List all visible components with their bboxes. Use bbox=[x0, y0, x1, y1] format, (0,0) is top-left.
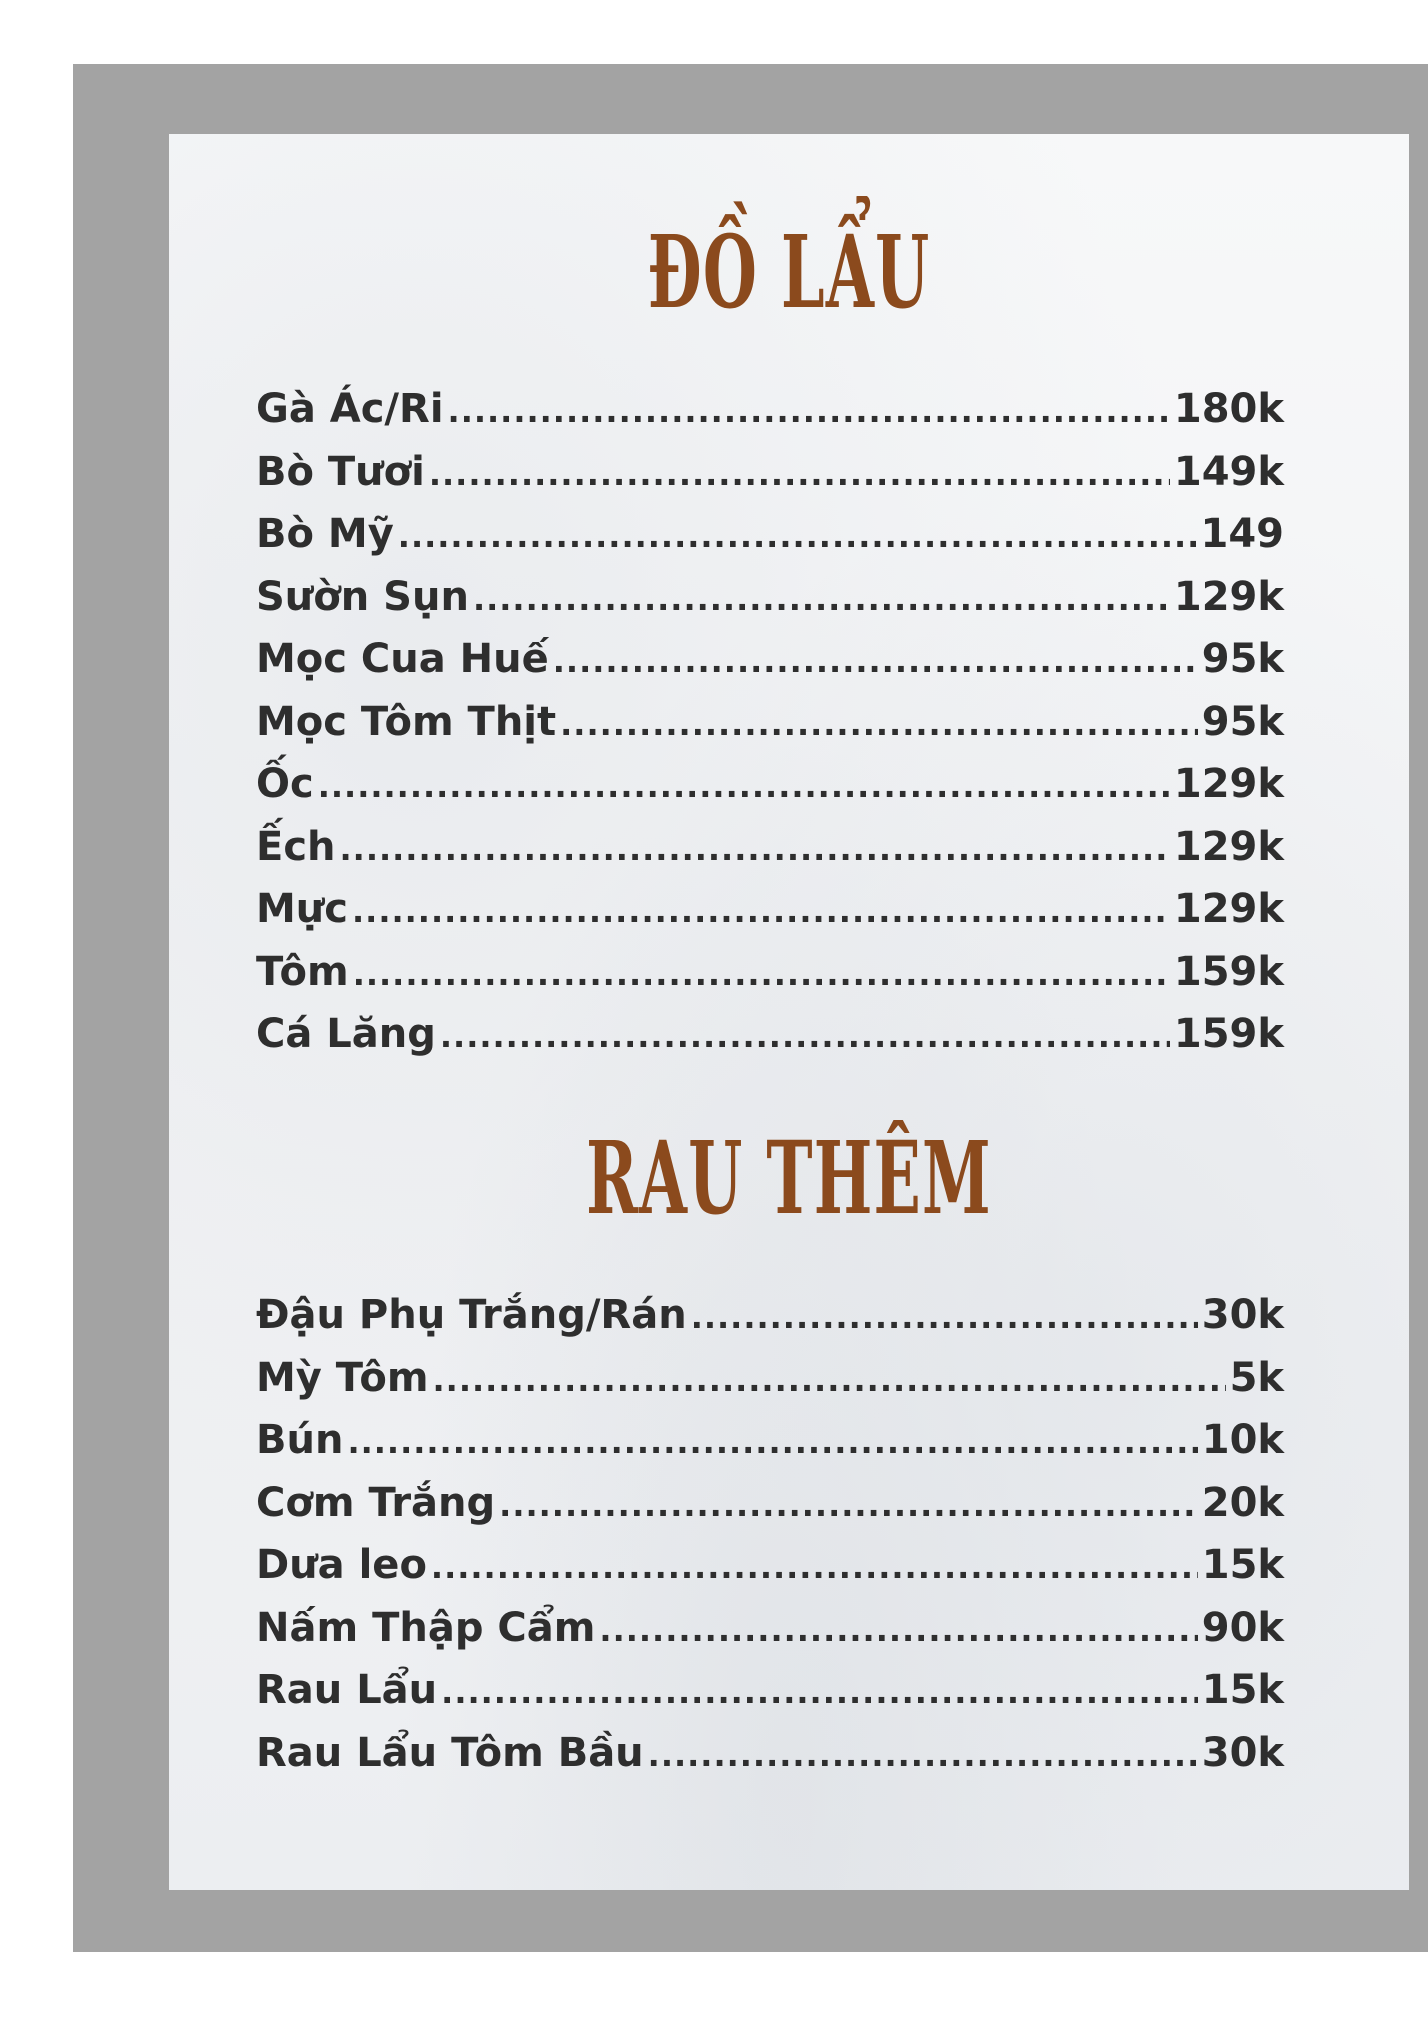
dot-leader bbox=[599, 1611, 1197, 1649]
dot-leader bbox=[347, 1423, 1197, 1461]
menu-list-rau-them bbox=[256, 1292, 1284, 1792]
dot-leader bbox=[433, 1361, 1226, 1399]
dot-leader bbox=[431, 1548, 1198, 1586]
dot-leader bbox=[429, 455, 1170, 493]
item-price: 159k bbox=[1173, 1011, 1284, 1057]
dot-leader bbox=[553, 642, 1198, 680]
menu-item bbox=[256, 824, 1284, 887]
item-name: Đậu Phụ Trắng/Rán bbox=[256, 1292, 687, 1338]
menu-item bbox=[256, 386, 1284, 449]
dot-leader bbox=[691, 1298, 1198, 1336]
item-name: Rau Lẩu bbox=[256, 1667, 438, 1713]
item-price: 149 bbox=[1200, 511, 1284, 557]
menu-item bbox=[256, 886, 1284, 949]
item-price: 159k bbox=[1173, 948, 1284, 995]
item-name: Tôm bbox=[256, 948, 349, 995]
item-price: 129k bbox=[1173, 823, 1284, 870]
menu-item bbox=[256, 761, 1284, 824]
menu-item bbox=[256, 1542, 1284, 1605]
item-price: 20k bbox=[1201, 1479, 1284, 1526]
dot-leader bbox=[398, 517, 1197, 555]
item-price: 10k bbox=[1201, 1417, 1284, 1463]
menu-list-do-lau bbox=[256, 386, 1284, 1074]
item-name: Bò Tươi bbox=[256, 448, 425, 495]
item-price: 129k bbox=[1173, 573, 1284, 620]
item-name: Dưa leo bbox=[256, 1542, 427, 1588]
item-price: 129k bbox=[1173, 886, 1284, 932]
item-price: 129k bbox=[1173, 761, 1284, 807]
dot-leader bbox=[353, 955, 1170, 993]
dot-leader bbox=[560, 705, 1198, 743]
item-name: Rau Lẩu Tôm Bầu bbox=[256, 1729, 644, 1776]
menu-page bbox=[169, 134, 1409, 1890]
item-name: Cơm Trắng bbox=[256, 1479, 496, 1526]
item-name: Ốc bbox=[256, 761, 314, 807]
item-price: 30k bbox=[1201, 1729, 1284, 1776]
menu-item bbox=[256, 1011, 1284, 1074]
dot-leader bbox=[648, 1736, 1198, 1774]
item-price: 180k bbox=[1173, 386, 1284, 432]
menu-item bbox=[256, 1667, 1284, 1730]
item-price: 149k bbox=[1173, 448, 1284, 495]
menu-item bbox=[256, 699, 1284, 762]
item-price: 15k bbox=[1201, 1542, 1284, 1588]
item-name: Cá Lăng bbox=[256, 1011, 436, 1057]
dot-leader bbox=[352, 892, 1170, 930]
item-price: 95k bbox=[1201, 698, 1284, 745]
menu-item bbox=[256, 1480, 1284, 1543]
dot-leader bbox=[318, 767, 1170, 805]
menu-item bbox=[256, 574, 1284, 637]
item-name: Nấm Thập Cẩm bbox=[256, 1604, 596, 1651]
dot-leader bbox=[440, 1017, 1170, 1055]
menu-item bbox=[256, 511, 1284, 574]
item-price: 30k bbox=[1201, 1292, 1284, 1338]
menu-item bbox=[256, 636, 1284, 699]
section-title-do-lau: ĐỒ LẨU bbox=[647, 213, 931, 331]
item-name: Gà Ác/Ri bbox=[256, 386, 444, 432]
item-price: 5k bbox=[1229, 1354, 1284, 1401]
item-name: Mọc Tôm Thịt bbox=[256, 698, 557, 745]
item-name: Mỳ Tôm bbox=[256, 1354, 429, 1401]
menu-item bbox=[256, 1417, 1284, 1480]
menu-item bbox=[256, 1605, 1284, 1668]
item-price: 95k bbox=[1201, 636, 1284, 682]
item-name: Bò Mỹ bbox=[256, 511, 394, 557]
dot-leader bbox=[448, 392, 1170, 430]
menu-item bbox=[256, 1292, 1284, 1355]
dot-leader bbox=[473, 580, 1170, 618]
menu-item bbox=[256, 949, 1284, 1012]
item-name: Bún bbox=[256, 1417, 344, 1463]
item-name: Mọc Cua Huế bbox=[256, 636, 549, 682]
dot-leader bbox=[441, 1673, 1198, 1711]
menu-item bbox=[256, 1730, 1284, 1793]
menu-item bbox=[256, 449, 1284, 512]
item-price: 90k bbox=[1201, 1604, 1284, 1651]
dot-leader bbox=[340, 830, 1170, 868]
item-price: 15k bbox=[1201, 1667, 1284, 1713]
section-title-rau-them: RAU THÊM bbox=[586, 1119, 992, 1237]
menu-item bbox=[256, 1355, 1284, 1418]
item-name: Sườn Sụn bbox=[256, 573, 469, 620]
item-name: Ếch bbox=[256, 823, 336, 870]
item-name: Mực bbox=[256, 886, 348, 932]
dot-leader bbox=[499, 1486, 1198, 1524]
